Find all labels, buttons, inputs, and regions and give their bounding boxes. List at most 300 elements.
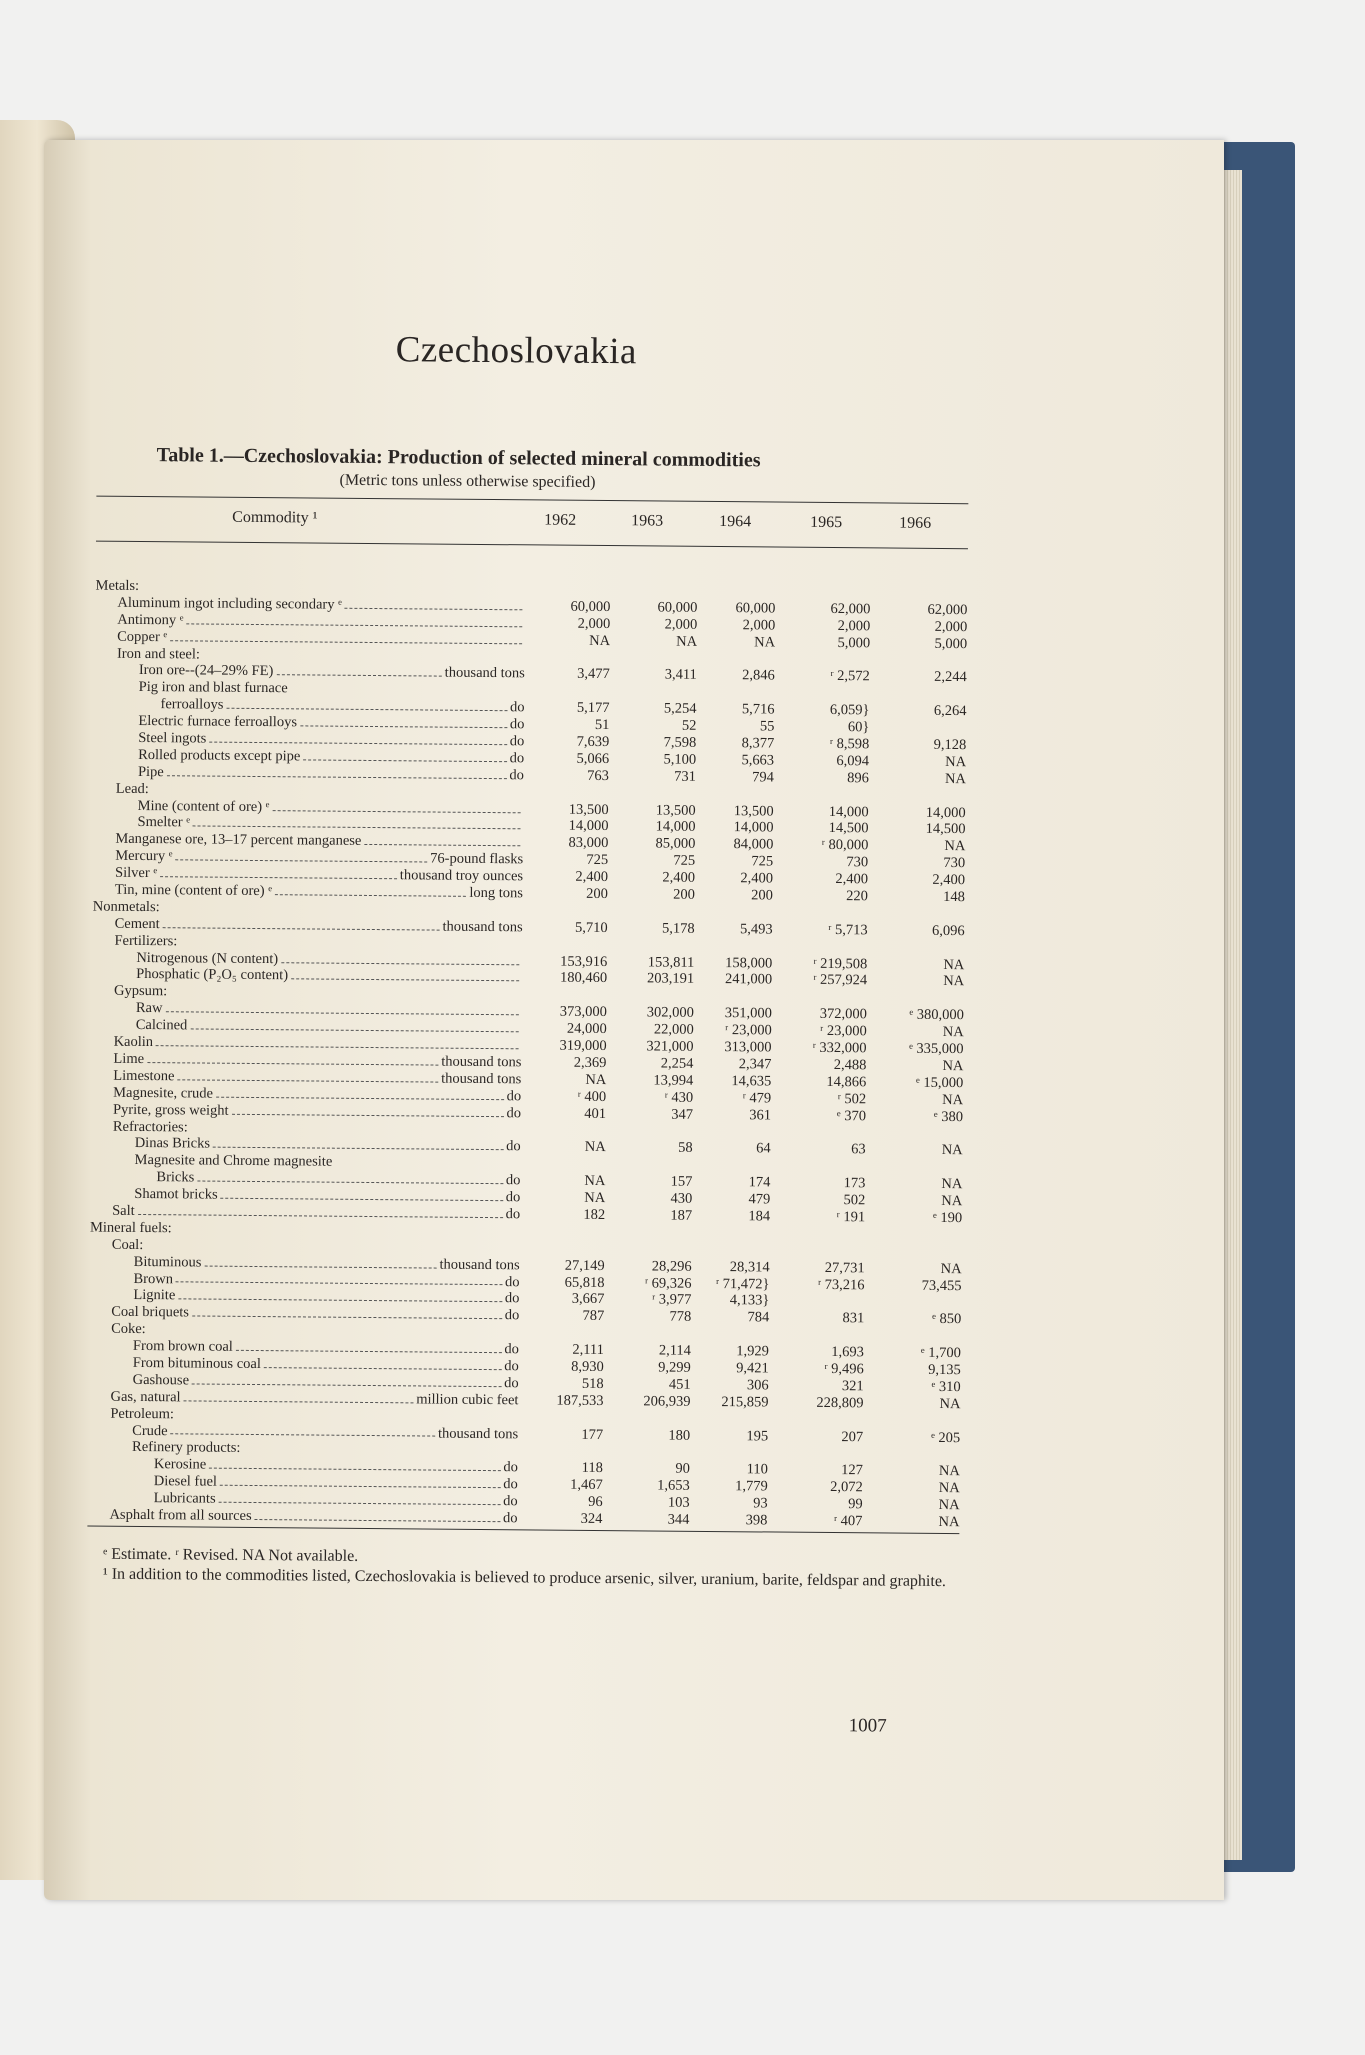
header-1965: 1965 <box>810 513 843 532</box>
footnote-1: ¹ In addition to the commodities listed, Czechoslovakia is believed to produce arsenic, silver, uranium, barite, feldspar and graphite. <box>102 1565 947 1591</box>
value-1966: ᵉ 380 <box>933 1108 964 1125</box>
leader-dots <box>255 1519 500 1522</box>
unit-label: thousand tons <box>439 1256 520 1273</box>
value-1966: NA <box>941 1142 963 1159</box>
value-1962: ʳ 400 <box>577 1088 607 1105</box>
value-1963: 451 <box>668 1376 691 1393</box>
table-body <box>87 578 975 1532</box>
value-1966: NA <box>942 1091 964 1108</box>
value-1963: 1,653 <box>657 1477 690 1495</box>
value-1962: 1,467 <box>570 1476 603 1494</box>
value-1965: ʳ 257,924 <box>813 972 868 989</box>
value-1964: 55 <box>759 718 775 735</box>
value-1964: 158,000 <box>725 954 773 972</box>
value-1966: ᵉ 190 <box>932 1209 963 1227</box>
value-1964: 184 <box>748 1208 771 1225</box>
leader-dots <box>209 1468 500 1472</box>
commodity-name: Lignite <box>133 1287 176 1304</box>
value-1964: 5,493 <box>739 921 773 938</box>
row-label <box>91 1118 188 1136</box>
value-1963: 157 <box>670 1173 693 1190</box>
value-1963: 85,000 <box>655 835 696 853</box>
value-1963: 60,000 <box>657 599 698 616</box>
value-1964: 241,000 <box>724 971 773 988</box>
value-1965: 896 <box>847 769 870 787</box>
value-1966: 2,000 <box>934 618 968 635</box>
value-1965: 502 <box>843 1192 866 1209</box>
value-1965: 14,000 <box>828 803 869 820</box>
value-1963: 200 <box>673 886 695 903</box>
value-1964: ʳ 23,000 <box>725 1022 772 1039</box>
value-1964: 2,347 <box>738 1056 772 1073</box>
row-label <box>96 578 140 595</box>
value-1965: 27,731 <box>824 1259 865 1276</box>
row-label <box>90 1219 172 1237</box>
value-1966: 9,128 <box>933 736 967 754</box>
value-1964: 195 <box>746 1427 769 1445</box>
value-1965: 2,488 <box>833 1056 867 1074</box>
leader-dots <box>303 759 506 762</box>
leader-dots <box>276 675 441 677</box>
unit-label: do <box>503 1493 518 1510</box>
value-1965: ʳ 8,598 <box>829 736 870 753</box>
value-1965: ʳ 73,216 <box>817 1276 865 1293</box>
value-1962: 373,000 <box>559 1003 607 1021</box>
leader-dots <box>178 1299 502 1303</box>
row-label <box>91 1152 333 1171</box>
leader-dots <box>184 1400 414 1403</box>
value-1964: 398 <box>745 1512 768 1529</box>
value-1964: NA <box>754 634 776 651</box>
leader-dots <box>175 859 427 862</box>
unit-label: thousand tons <box>442 918 523 936</box>
value-1962: 177 <box>581 1426 604 1443</box>
value-1966: 730 <box>943 855 966 872</box>
header-bottom-rule <box>96 541 968 550</box>
leader-dots <box>138 1214 503 1218</box>
value-1966: ᵉ 15,000 <box>916 1074 964 1092</box>
value-1963: 90 <box>675 1460 690 1478</box>
value-1966: NA <box>940 1260 962 1277</box>
commodity-name: Refractories: <box>112 1118 188 1135</box>
commodity-name: Mine (content of ore) ᵉ <box>137 797 270 815</box>
commodity-name: Pyrite, gross weight <box>112 1101 229 1119</box>
value-1966: NA <box>944 770 967 787</box>
value-1962: 200 <box>586 885 608 903</box>
value-1962: 319,000 <box>559 1037 607 1055</box>
value-1963: 9,299 <box>658 1359 691 1376</box>
value-1965: 372,000 <box>819 1006 867 1023</box>
value-1962: 2,111 <box>572 1341 605 1359</box>
row-label <box>87 1507 517 1528</box>
value-1966: NA <box>944 838 966 855</box>
value-1962: 60,000 <box>570 598 611 615</box>
value-1966: ᵉ 310 <box>931 1378 961 1396</box>
commodity-name: Nonmetals: <box>92 898 160 916</box>
commodity-name: Iron and steel: <box>116 645 201 663</box>
row-label <box>94 780 149 797</box>
value-1965: 99 <box>848 1496 863 1513</box>
value-1962: 118 <box>581 1460 603 1477</box>
value-1964: 313,000 <box>724 1039 772 1056</box>
commodity-name: Coal: <box>111 1236 144 1253</box>
value-1962: 51 <box>594 717 610 734</box>
commodity-name: Fertilizers: <box>114 932 178 950</box>
value-1963: 3,411 <box>664 667 697 684</box>
value-1963: 2,000 <box>664 616 698 633</box>
value-1965 <box>790 1293 864 1294</box>
unit-label: do <box>504 1290 520 1307</box>
commodity-name: Cement <box>114 915 160 932</box>
value-1965: 173 <box>843 1175 866 1192</box>
leader-dots <box>364 844 520 846</box>
value-1964: 4,133} <box>729 1292 770 1309</box>
unit-label: do <box>506 1104 522 1121</box>
value-1965: ʳ 219,508 <box>813 955 868 972</box>
unit-label: thousand troy ounces <box>399 867 524 885</box>
commodity-name: Silver ᵉ <box>115 864 158 882</box>
value-1964: 5,716 <box>741 701 775 718</box>
commodity-name: Raw <box>135 1000 163 1017</box>
leader-dots <box>219 1502 500 1505</box>
leader-dots <box>272 810 520 813</box>
commodity-name: Lime <box>113 1050 145 1067</box>
commodity-name: Bituminous <box>133 1253 202 1271</box>
commodity-name: Rolled products except pipe <box>138 746 301 765</box>
row-label <box>92 932 177 950</box>
commodity-name: Aluminum ingot including secondary ᵉ <box>117 594 342 613</box>
leader-dots <box>281 962 519 965</box>
value-1962: 787 <box>582 1308 605 1325</box>
value-1962: 5,177 <box>576 700 610 717</box>
value-1964: 60,000 <box>735 600 776 617</box>
value-1962: 187,533 <box>556 1392 604 1409</box>
value-1963: 14,000 <box>655 818 696 836</box>
value-1962: 3,667 <box>571 1291 605 1308</box>
commodity-name: Antimony ᵉ <box>117 611 184 629</box>
commodity-name: Salt <box>112 1202 135 1219</box>
leader-dots <box>190 1029 518 1033</box>
value-1963: 187 <box>670 1207 693 1224</box>
leader-dots <box>176 1282 502 1286</box>
commodity-name: Coal briquets <box>111 1304 190 1321</box>
table-top-rule <box>96 496 968 505</box>
commodity-name: Gypsum: <box>113 983 168 1000</box>
value-1966: 5,000 <box>934 635 968 652</box>
value-1962: 2,369 <box>573 1054 607 1071</box>
commodity-name: Metals: <box>95 577 140 594</box>
value-1963: 302,000 <box>646 1004 694 1022</box>
value-1965: 1,693 <box>831 1344 865 1361</box>
value-1962: 518 <box>581 1375 604 1392</box>
value-1966: NA <box>938 1513 960 1531</box>
value-1965: 127 <box>841 1462 863 1479</box>
value-1963: 203,191 <box>646 970 695 988</box>
value-1963: 7,598 <box>663 734 697 751</box>
unit-label: million cubic feet <box>416 1391 519 1409</box>
value-1966: NA <box>942 1057 964 1075</box>
value-1966: 2,244 <box>934 669 967 686</box>
value-1964: ʳ 479 <box>742 1089 772 1107</box>
value-1962: 725 <box>586 852 609 869</box>
value-1963: 13,500 <box>655 802 696 819</box>
unit-label: do <box>505 1189 521 1206</box>
value-1966: ᵉ 205 <box>931 1429 961 1446</box>
value-1963: 2,114 <box>658 1342 692 1359</box>
leader-dots <box>167 775 507 779</box>
value-1966: 9,135 <box>928 1361 961 1379</box>
leader-dots <box>209 742 506 746</box>
value-1964: 479 <box>748 1191 771 1208</box>
unit-label: do <box>503 1476 518 1493</box>
unit-label: do <box>502 1510 518 1527</box>
value-1963: 321,000 <box>646 1038 694 1055</box>
value-1964: 110 <box>746 1461 768 1478</box>
unit-label: do <box>504 1375 519 1392</box>
leader-dots <box>221 1198 503 1201</box>
leader-dots <box>232 1113 504 1116</box>
value-1963: 5,178 <box>661 920 695 937</box>
row-label <box>88 1439 240 1457</box>
value-1964: 84,000 <box>733 836 774 853</box>
value-1962: 5,066 <box>576 750 610 767</box>
commodity-name: Phosphatic (P₂O₅ content) <box>136 966 289 984</box>
value-1962: 83,000 <box>568 835 609 852</box>
commodity-name: Smelter ᵉ <box>137 814 191 831</box>
value-1965: ʳ 5,713 <box>828 921 868 939</box>
value-1965: ʳ 9,496 <box>824 1360 864 1378</box>
commodity-name: Pig iron and blast furnace <box>138 679 288 697</box>
value-1964: 2,846 <box>742 667 775 684</box>
row-label <box>89 1321 146 1338</box>
value-1962: NA <box>585 1071 607 1088</box>
leader-dots <box>156 1045 519 1049</box>
leader-dots <box>147 1062 438 1066</box>
commodity-name: Magnesite, crude <box>113 1084 214 1102</box>
unit-label: do <box>505 1172 521 1189</box>
commodity-name: ferroalloys <box>160 696 224 713</box>
value-1966: NA <box>942 1024 964 1041</box>
value-1962: 182 <box>583 1206 606 1224</box>
value-1963: 22,000 <box>653 1021 694 1038</box>
value-1963: 347 <box>671 1106 694 1123</box>
commodity-name: Bricks <box>156 1169 195 1186</box>
value-1965: ʳ 23,000 <box>820 1023 867 1040</box>
commodity-name: Crude <box>132 1422 168 1439</box>
value-1964: 64 <box>756 1140 771 1157</box>
leader-dots <box>236 1350 502 1353</box>
commodity-name: Mineral fuels: <box>89 1219 172 1237</box>
row-label <box>92 983 167 1001</box>
value-1965: ʳ 191 <box>836 1209 866 1226</box>
value-1963: ʳ 430 <box>664 1089 694 1106</box>
commodity-name: Lead: <box>115 780 149 797</box>
value-1966 <box>892 720 966 721</box>
leader-dots <box>204 1265 436 1268</box>
unit-label: long tons <box>469 884 523 902</box>
value-1966: 6,264 <box>933 703 967 720</box>
commodity-name: Diesel fuel <box>153 1473 218 1490</box>
value-1965: ʳ 407 <box>833 1513 863 1530</box>
unit-label: do <box>504 1307 520 1324</box>
value-1966: ᵉ 380,000 <box>909 1006 964 1024</box>
page-number: 1007 <box>848 1715 887 1737</box>
value-1966: 2,400 <box>932 872 966 889</box>
value-1962: NA <box>584 1189 606 1207</box>
leader-dots <box>192 1316 502 1320</box>
value-1963: 153,811 <box>647 954 695 971</box>
value-1966: 148 <box>943 889 965 906</box>
row-label <box>93 898 160 915</box>
commodity-name: Lubricants <box>153 1490 216 1507</box>
commodity-name: Magnesite and Chrome magnesite <box>134 1152 333 1170</box>
value-1963: 2,400 <box>662 869 696 886</box>
value-1962: 13,500 <box>568 801 609 818</box>
commodity-name: Kaolin <box>113 1033 154 1051</box>
value-1965: 6,094 <box>836 752 870 770</box>
commodity-name: From brown coal <box>132 1338 233 1355</box>
value-1962: NA <box>584 1173 606 1190</box>
leader-dots <box>165 1011 518 1015</box>
value-1962: 8,930 <box>571 1358 604 1376</box>
commodity-name: Copper ᵉ <box>117 628 168 645</box>
leader-dots <box>220 1485 500 1488</box>
value-1965: 321 <box>841 1377 864 1395</box>
commodity-name: Kerosine <box>153 1456 207 1473</box>
value-1963: 430 <box>670 1190 693 1207</box>
value-1966: NA <box>939 1395 961 1412</box>
value-1966: NA <box>943 956 965 973</box>
leader-dots <box>178 1079 439 1082</box>
unit-label: do <box>504 1358 519 1375</box>
value-1964: 1,779 <box>735 1478 768 1495</box>
header-commodity: Commodity ¹ <box>232 508 318 527</box>
value-1963: 58 <box>678 1140 693 1157</box>
page-title: Czechoslovakia <box>395 329 638 373</box>
leader-dots <box>197 1181 503 1185</box>
value-1966: ᵉ 1,700 <box>920 1344 962 1362</box>
table-title: Table 1.—Czechoslovakia: Production of selected mineral commodities <box>156 444 761 472</box>
commodity-name: Refinery products: <box>132 1439 241 1457</box>
leader-dots <box>226 708 507 711</box>
value-1962: 24,000 <box>566 1020 607 1038</box>
value-1964: 13,500 <box>733 802 774 820</box>
unit-label: do <box>504 1273 520 1290</box>
value-1966: NA <box>941 1193 963 1210</box>
value-1965: 14,500 <box>828 820 869 837</box>
commodity-name: Tin, mine (content of ore) ᵉ <box>114 881 273 900</box>
value-1962: 763 <box>587 767 610 784</box>
unit-label: do <box>509 733 525 750</box>
commodity-name: Coke: <box>111 1320 146 1338</box>
value-1965: 5,000 <box>837 634 871 652</box>
value-1966: 6,096 <box>931 922 965 939</box>
value-1965: 207 <box>841 1428 864 1445</box>
commodity-name: Shamot bricks <box>134 1186 218 1203</box>
value-1965: ʳ 502 <box>837 1090 867 1108</box>
leader-dots <box>193 826 521 830</box>
unit-label: do <box>506 1087 522 1105</box>
leader-dots <box>345 608 523 611</box>
value-1966: NA <box>945 753 967 771</box>
row-label <box>95 645 200 663</box>
value-1966: 73,455 <box>921 1277 962 1294</box>
value-1962: 7,639 <box>576 733 610 751</box>
unit-label: thousand tons <box>441 1070 522 1088</box>
value-1962: 324 <box>580 1510 603 1528</box>
value-1964: 1,929 <box>736 1343 770 1360</box>
commodity-name: Steel ingots <box>138 729 207 747</box>
value-1966: ᵉ 850 <box>932 1311 962 1328</box>
value-1964: 9,421 <box>736 1360 769 1377</box>
value-1966: NA <box>941 1176 963 1193</box>
leader-dots <box>192 1383 501 1387</box>
leader-dots <box>170 640 522 644</box>
value-1962: 2,000 <box>577 615 611 632</box>
value-1964: 361 <box>749 1106 772 1124</box>
commodity-name: Gas, natural <box>110 1388 181 1406</box>
header-1964: 1964 <box>719 513 752 531</box>
value-1962: 65,818 <box>564 1274 605 1291</box>
value-1963: 206,939 <box>643 1393 691 1410</box>
value-1963: 5,254 <box>663 700 697 718</box>
leader-dots <box>264 1367 501 1370</box>
value-1965: 63 <box>851 1141 866 1158</box>
value-1966: 14,000 <box>925 804 966 821</box>
leader-dots <box>300 725 507 728</box>
value-1962: 180,460 <box>559 970 608 987</box>
leader-dots <box>216 1096 504 1100</box>
value-1963: 731 <box>674 768 697 785</box>
value-1965: 831 <box>842 1310 865 1327</box>
value-1966 <box>887 1294 961 1295</box>
row-label <box>95 679 288 698</box>
value-1965: ʳ 80,000 <box>821 837 869 854</box>
unit-label: do <box>509 699 525 716</box>
value-1964: 351,000 <box>724 1005 772 1022</box>
value-1964: 5,663 <box>741 752 775 769</box>
unit-label: do <box>509 750 525 767</box>
value-1965: 2,072 <box>830 1479 863 1496</box>
value-1964: 14,000 <box>733 819 774 836</box>
leader-dots <box>171 1434 435 1437</box>
commodity-name: Brown <box>133 1270 174 1287</box>
unit-label: do <box>505 1206 521 1223</box>
value-1964: 174 <box>748 1174 771 1191</box>
row-label <box>90 1236 144 1253</box>
leader-dots <box>275 894 466 897</box>
value-1963: 725 <box>673 852 696 870</box>
value-1962: 5,710 <box>574 919 608 936</box>
value-1966: NA <box>938 1497 960 1514</box>
leader-dots <box>291 979 519 982</box>
table-subtitle: (Metric tons unless otherwise specified) <box>339 471 596 491</box>
value-1962: NA <box>584 1139 606 1156</box>
header-1963: 1963 <box>631 512 664 530</box>
unit-label: do <box>506 1138 521 1155</box>
commodity-name: Nitrogenous (N content) <box>136 949 279 967</box>
commodity-name: Dinas Bricks <box>134 1135 211 1152</box>
value-1965: 60} <box>847 719 870 736</box>
value-1963: 28,296 <box>651 1258 692 1275</box>
value-1965: 2,400 <box>835 871 869 888</box>
value-1963: 344 <box>667 1511 690 1528</box>
value-1966: 14,500 <box>925 821 966 838</box>
footnote-legend: ᵉ Estimate. ʳ Revised. NA Not available. <box>103 1545 359 1565</box>
value-1963: 2,254 <box>660 1055 694 1072</box>
leader-dots <box>160 876 397 879</box>
unit-label: do <box>503 1459 518 1476</box>
